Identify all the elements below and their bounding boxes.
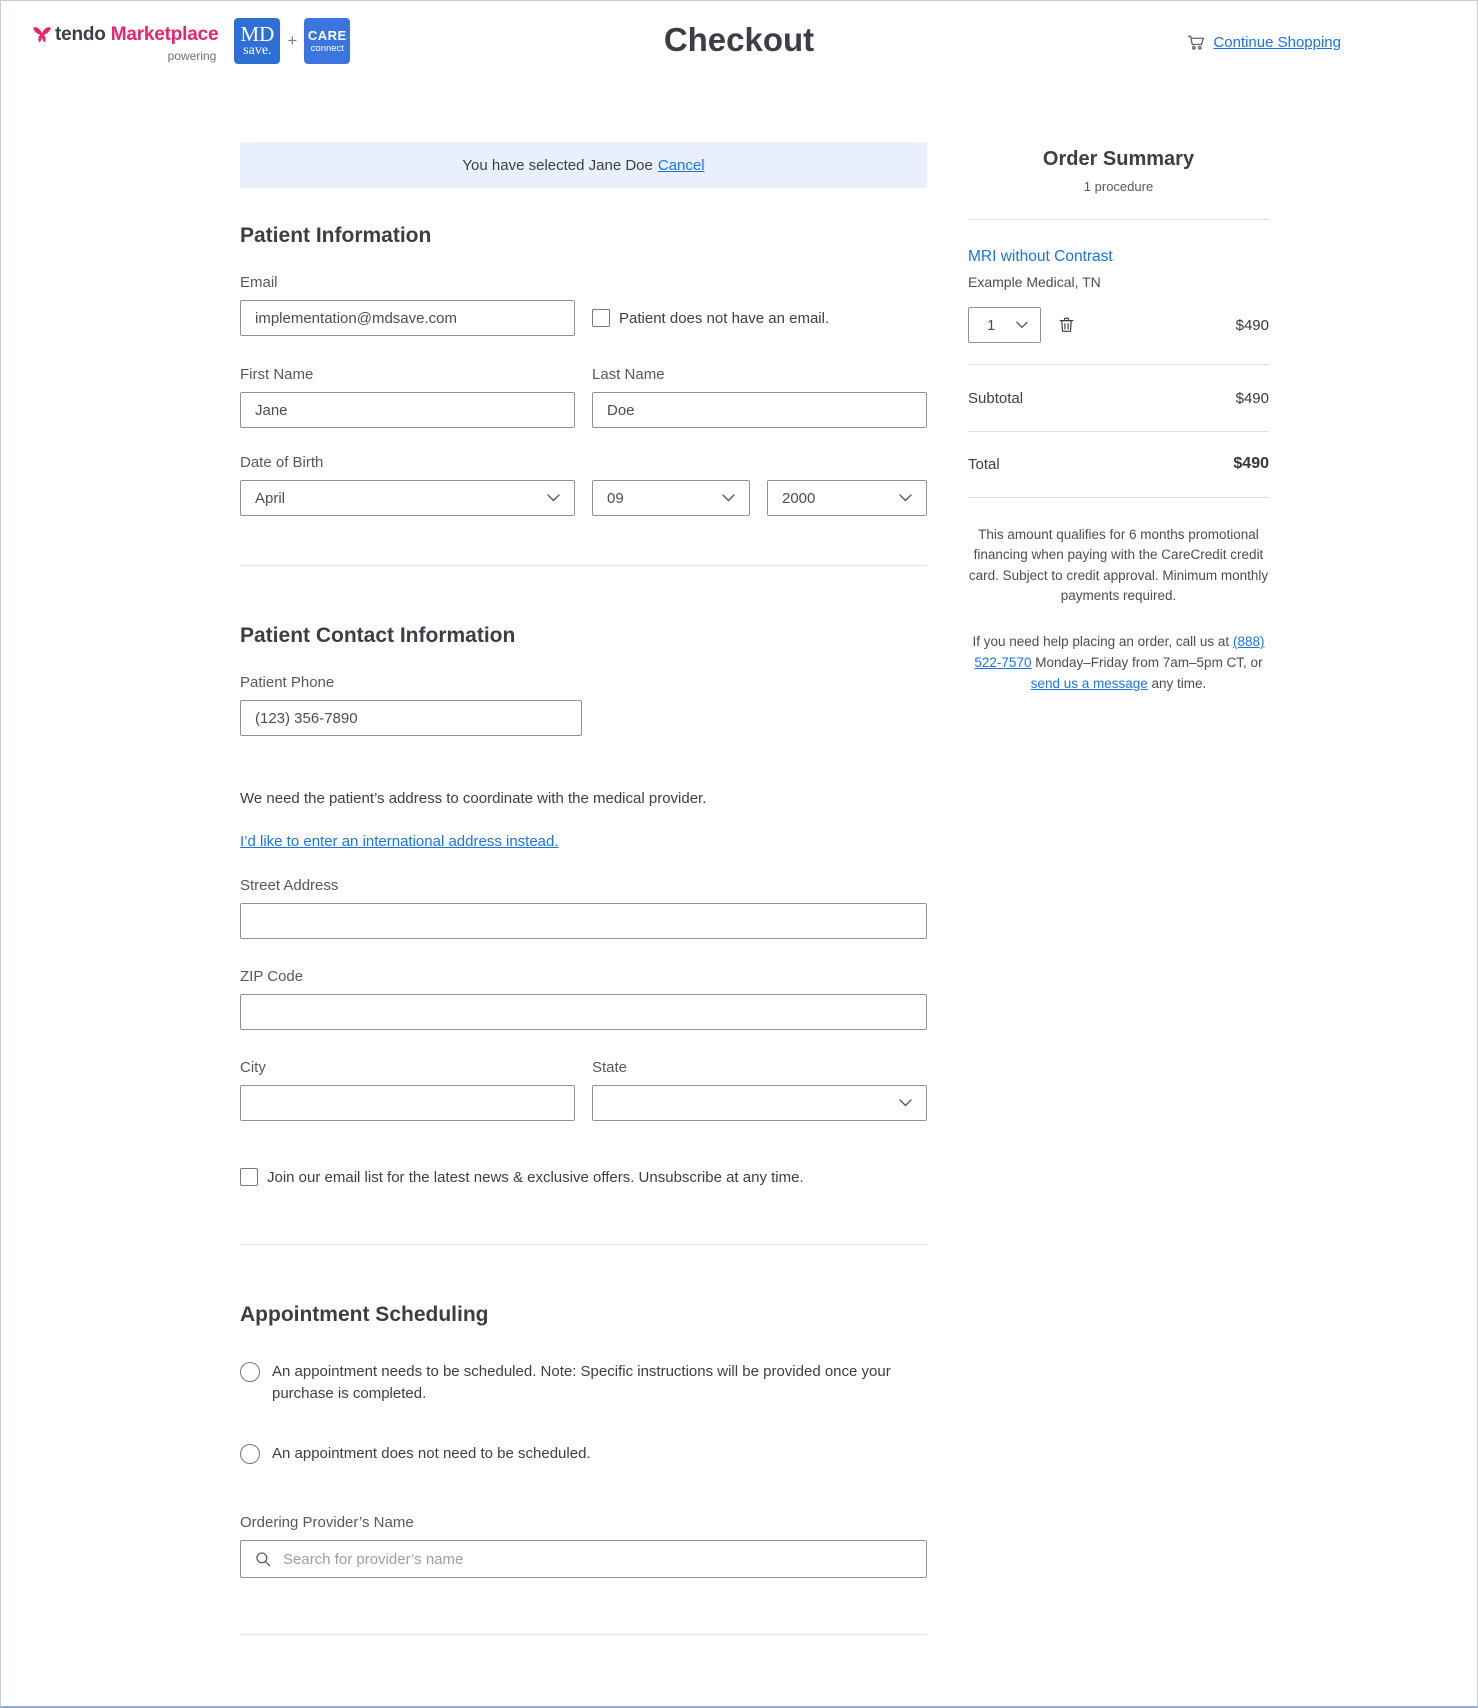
appointment-needed-label: An appointment needs to be scheduled. Note: Specific instructions will be provided once your purchase is completed. — [272, 1363, 891, 1402]
help-prefix: If you need help placing an order, call us at — [972, 634, 1230, 649]
help-suffix: any time. — [1151, 675, 1207, 691]
banner-text: You have selected Jane Doe — [462, 156, 653, 174]
total-value: $490 — [1233, 455, 1269, 472]
zip-code-label: ZIP Code — [240, 968, 304, 985]
continue-shopping-link[interactable]: Continue Shopping — [1213, 33, 1341, 51]
patient-information-heading: Patient Information — [240, 224, 432, 247]
procedure-line-item — [968, 307, 1269, 343]
dob-month-select[interactable] — [240, 480, 575, 516]
state-select[interactable] — [592, 1085, 927, 1121]
dob-year-select[interactable] — [767, 480, 927, 516]
order-summary-heading: Order Summary — [1042, 148, 1195, 170]
total-label: Total — [968, 455, 1000, 473]
total-row — [968, 432, 1269, 497]
appointment-not-needed-label: An appointment does not need to be scheduled. — [272, 1444, 591, 1462]
divider — [968, 219, 1269, 220]
last-name-label: Last Name — [592, 366, 665, 383]
page-title: Checkout — [663, 21, 815, 58]
plus-sign: + — [287, 31, 298, 50]
divider — [240, 565, 927, 566]
cancel-selected-patient-link[interactable]: Cancel — [657, 156, 705, 174]
order-summary-count: 1 procedure — [1083, 179, 1154, 194]
chevron-down-icon — [722, 494, 735, 502]
appointment-not-needed-option — [240, 1443, 927, 1465]
careconnect-logo-care: CARE — [307, 27, 347, 43]
selected-patient-banner — [240, 142, 927, 188]
address-note: We need the patient’s address to coordinate with the medical provider. — [240, 790, 707, 807]
chevron-down-icon — [547, 494, 560, 502]
newsletter-label: Join our email list for the latest news & exclusive offers. Unsubscribe at any time. — [267, 1168, 804, 1186]
city-field[interactable] — [240, 1085, 575, 1121]
provider-search — [240, 1540, 927, 1578]
subtotal-label: Subtotal — [968, 390, 1024, 407]
procedure-link[interactable]: MRI without Contrast — [968, 248, 1113, 265]
search-icon — [254, 1550, 272, 1568]
help-note — [968, 632, 1269, 695]
patient-phone-label: Patient Phone — [240, 674, 335, 691]
chevron-down-icon — [899, 1099, 912, 1107]
ordering-provider-label: Ordering Provider’s Name — [240, 1514, 414, 1532]
tendo-wordmark: tendo — [55, 24, 106, 45]
city-label: City — [240, 1059, 266, 1076]
send-message-link[interactable]: send us a message — [1030, 675, 1148, 691]
chevron-down-icon — [1016, 321, 1028, 329]
street-address-field[interactable] — [240, 903, 927, 939]
zip-code-field[interactable] — [240, 994, 927, 1030]
first-name-field[interactable] — [240, 392, 575, 428]
no-email-label: Patient does not have an email. — [619, 309, 830, 327]
header — [1, 1, 1477, 91]
appointment-needed-radio[interactable] — [240, 1362, 260, 1382]
procedure-provider: Example Medical, TN — [968, 274, 1101, 290]
newsletter-checkbox[interactable] — [240, 1168, 258, 1186]
phone-link[interactable]: (888) 522-7570 — [974, 634, 1265, 670]
marketplace-wordmark: Marketplace — [110, 24, 219, 45]
street-address-label: Street Address — [240, 877, 339, 894]
appointment-needed-option — [240, 1361, 927, 1405]
mdsave-logo-save: save. — [243, 43, 272, 58]
state-label: State — [592, 1059, 628, 1076]
no-email-checkbox[interactable] — [592, 309, 610, 327]
mdsave-logo-md: MD — [240, 22, 275, 46]
order-summary — [968, 142, 1269, 695]
help-middle: Monday–Friday from 7am–5pm CT, or — [1035, 654, 1263, 670]
dob-month-value: April — [255, 489, 286, 507]
newsletter-option — [240, 1168, 927, 1186]
powering-label: powering — [167, 49, 217, 63]
dob-day-select[interactable] — [592, 480, 750, 516]
international-address-link[interactable]: I’d like to enter an international address instead. — [240, 833, 559, 850]
patient-phone-field[interactable] — [240, 700, 582, 736]
dob-label: Date of Birth — [240, 454, 324, 471]
no-email-option — [592, 309, 829, 327]
divider — [240, 1634, 927, 1635]
checkout-form — [240, 142, 927, 1635]
provider-search-input[interactable] — [240, 1540, 927, 1578]
procedure-price: $490 — [1235, 316, 1269, 334]
patient-contact-heading: Patient Contact Information — [240, 624, 516, 647]
dob-day-value: 09 — [607, 489, 624, 507]
divider — [968, 497, 1269, 498]
quantity-select[interactable] — [968, 307, 1041, 343]
subtotal-row — [968, 365, 1269, 431]
careconnect-logo-connect: connect — [310, 42, 344, 54]
continue-shopping[interactable] — [1186, 32, 1341, 52]
remove-item-button[interactable] — [1057, 315, 1076, 335]
email-field[interactable] — [240, 300, 575, 336]
email-label: Email — [240, 274, 278, 291]
last-name-field[interactable] — [592, 392, 927, 428]
divider — [240, 1244, 927, 1245]
appointment-not-needed-radio[interactable] — [240, 1444, 260, 1464]
appointment-scheduling-heading: Appointment Scheduling — [240, 1303, 489, 1326]
dob-year-value: 2000 — [782, 489, 816, 507]
shopping-cart-icon — [1186, 32, 1206, 52]
first-name-label: First Name — [240, 366, 314, 383]
main-content — [1, 142, 1477, 1635]
financing-note: This amount qualifies for 6 months promotional financing when paying with the CareCredit credit card. Subject to credit approval. Minimum monthly payments required. — [968, 527, 1269, 603]
chevron-down-icon — [899, 494, 912, 502]
quantity-value: 1 — [987, 316, 996, 334]
subtotal-value: $490 — [1235, 390, 1269, 407]
